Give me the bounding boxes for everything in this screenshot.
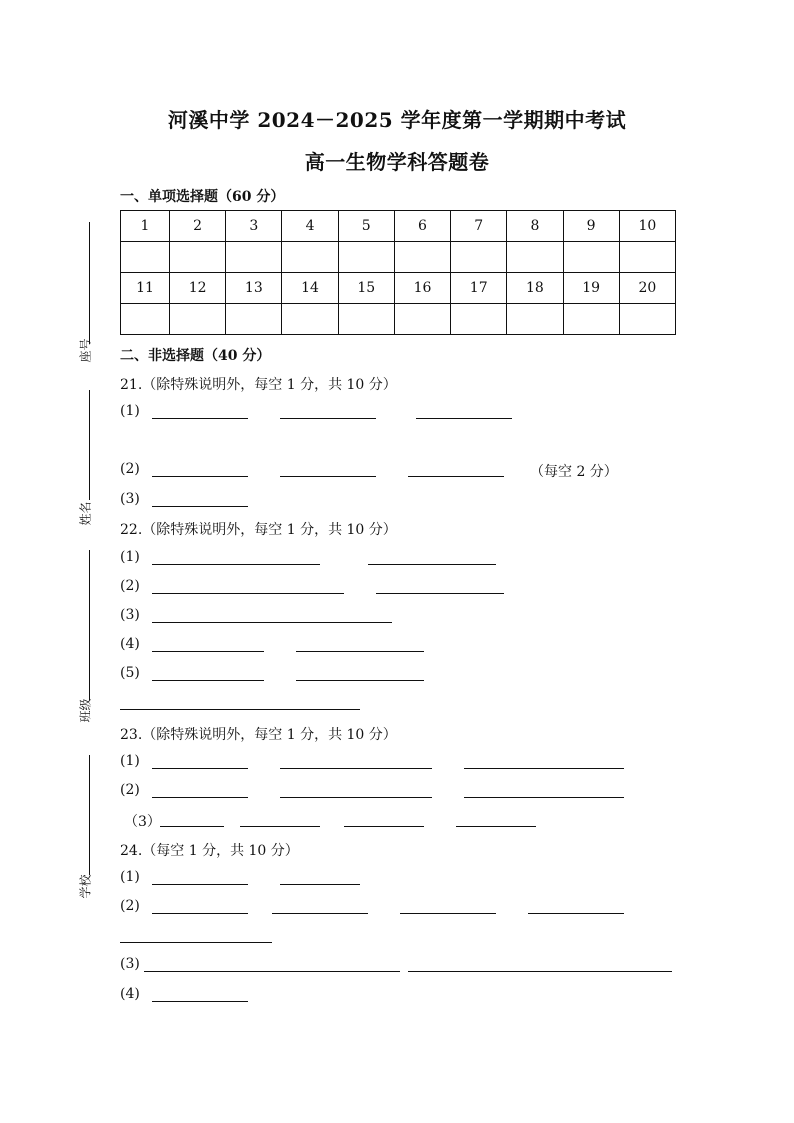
answer-input-row: [121, 304, 676, 335]
answer-blank[interactable]: [280, 884, 360, 885]
answer-blank[interactable]: [296, 680, 424, 681]
answer-cell[interactable]: [619, 242, 675, 273]
question-number: 14: [282, 273, 338, 304]
name-label: 姓名: [78, 501, 93, 526]
q22-part1-label: (1): [120, 549, 140, 565]
answer-cell[interactable]: [170, 242, 226, 273]
answer-cell[interactable]: [226, 242, 282, 273]
answer-blank[interactable]: [120, 709, 360, 710]
answer-blank[interactable]: [152, 476, 248, 477]
question-number: 12: [170, 273, 226, 304]
answer-blank[interactable]: [464, 797, 624, 798]
exam-subtitle: 高一生物学科答题卷: [304, 150, 490, 174]
answer-blank[interactable]: [152, 797, 248, 798]
q24-part3-label: (3): [120, 956, 140, 972]
q22-part2-label: (2): [120, 578, 140, 594]
answer-blank[interactable]: [152, 651, 264, 652]
question-number: 7: [451, 211, 507, 242]
answer-number-row: [121, 273, 676, 304]
question-number: 20: [619, 273, 675, 304]
q23-part2-label: (2): [120, 782, 140, 798]
question-number: 10: [619, 211, 675, 242]
answer-cell[interactable]: [451, 242, 507, 273]
q22-header: 22.（除特殊说明外，每空 1 分，共 10 分）: [120, 522, 397, 538]
question-number: 1: [121, 211, 170, 242]
seat-label: 座号: [78, 338, 93, 363]
answer-cell[interactable]: [282, 304, 338, 335]
q24-part1-label: (1): [120, 869, 140, 885]
answer-blank[interactable]: [280, 797, 432, 798]
answer-blank[interactable]: [152, 564, 320, 565]
q22-part4-label: (4): [120, 636, 140, 652]
answer-cell[interactable]: [394, 242, 450, 273]
answer-blank[interactable]: [152, 768, 248, 769]
answer-blank[interactable]: [152, 680, 264, 681]
question-number: 5: [338, 211, 394, 242]
answer-blank[interactable]: [416, 418, 512, 419]
answer-cell[interactable]: [507, 242, 563, 273]
answer-grid: [120, 210, 676, 335]
question-number: 16: [394, 273, 450, 304]
answer-cell[interactable]: [394, 304, 450, 335]
section-multiple-choice: 一、单项选择题（60 分）: [120, 189, 285, 205]
answer-blank[interactable]: [152, 622, 392, 623]
answer-blank[interactable]: [408, 971, 672, 972]
answer-cell[interactable]: [121, 242, 170, 273]
q24-part2-label: (2): [120, 898, 140, 914]
answer-blank[interactable]: [152, 884, 248, 885]
answer-blank[interactable]: [280, 768, 432, 769]
answer-blank[interactable]: [400, 913, 496, 914]
answer-cell[interactable]: [507, 304, 563, 335]
answer-blank[interactable]: [280, 476, 376, 477]
answer-blank[interactable]: [344, 826, 424, 827]
question-number: 9: [563, 211, 619, 242]
q21-header: 21.（除特殊说明外，每空 1 分，共 10 分）: [120, 377, 397, 393]
answer-cell[interactable]: [121, 304, 170, 335]
answer-blank[interactable]: [120, 942, 272, 943]
answer-blank[interactable]: [272, 913, 368, 914]
question-number: 13: [226, 273, 282, 304]
class-line[interactable]: [89, 550, 90, 700]
q23-header: 23.（除特殊说明外，每空 1 分，共 10 分）: [120, 727, 397, 743]
answer-blank[interactable]: [280, 418, 376, 419]
question-number: 2: [170, 211, 226, 242]
answer-blank[interactable]: [456, 826, 536, 827]
question-number: 11: [121, 273, 170, 304]
question-number: 6: [394, 211, 450, 242]
answer-blank[interactable]: [464, 768, 624, 769]
q22-part3-label: (3): [120, 607, 140, 623]
class-label: 班级: [78, 698, 93, 723]
school-line[interactable]: [89, 755, 90, 875]
q24-header: 24.（每空 1 分，共 10 分）: [120, 843, 299, 859]
answer-blank[interactable]: [152, 1001, 248, 1002]
answer-blank[interactable]: [368, 564, 496, 565]
answer-blank[interactable]: [376, 593, 504, 594]
answer-blank[interactable]: [152, 418, 248, 419]
q22-part5-label: (5): [120, 665, 140, 681]
q21-part2-label: (2): [120, 461, 140, 477]
q21-part2-note: （每空 2 分）: [530, 464, 618, 480]
answer-blank[interactable]: [152, 593, 344, 594]
exam-title: 河溪中学 2024－2025 学年度第一学期期中考试: [167, 108, 627, 132]
seat-line[interactable]: [89, 222, 90, 344]
answer-cell[interactable]: [619, 304, 675, 335]
name-line[interactable]: [89, 390, 90, 500]
question-number: 15: [338, 273, 394, 304]
answer-blank[interactable]: [152, 913, 248, 914]
question-number: 3: [226, 211, 282, 242]
answer-cell[interactable]: [226, 304, 282, 335]
answer-cell[interactable]: [563, 242, 619, 273]
answer-input-row: [121, 242, 676, 273]
answer-blank[interactable]: [152, 506, 248, 507]
question-number: 8: [507, 211, 563, 242]
answer-blank[interactable]: [296, 651, 424, 652]
answer-number-row: [121, 211, 676, 242]
answer-blank[interactable]: [160, 826, 224, 827]
answer-cell[interactable]: [282, 242, 338, 273]
answer-blank[interactable]: [528, 913, 624, 914]
q23-part3-label: （3）: [124, 814, 161, 830]
question-number: 17: [451, 273, 507, 304]
answer-cell[interactable]: [451, 304, 507, 335]
q23-part1-label: (1): [120, 753, 140, 769]
q21-part3-label: (3): [120, 491, 140, 507]
section-non-choice: 二、非选择题（40 分）: [120, 348, 271, 364]
answer-cell[interactable]: [170, 304, 226, 335]
question-number: 4: [282, 211, 338, 242]
school-label: 学校: [78, 874, 93, 899]
q24-part4-label: (4): [120, 986, 140, 1002]
answer-cell[interactable]: [338, 242, 394, 273]
answer-blank[interactable]: [144, 971, 400, 972]
answer-blank[interactable]: [408, 476, 504, 477]
answer-blank[interactable]: [240, 826, 320, 827]
q21-part1-label: (1): [120, 403, 140, 419]
question-number: 18: [507, 273, 563, 304]
answer-cell[interactable]: [563, 304, 619, 335]
question-number: 19: [563, 273, 619, 304]
answer-cell[interactable]: [338, 304, 394, 335]
